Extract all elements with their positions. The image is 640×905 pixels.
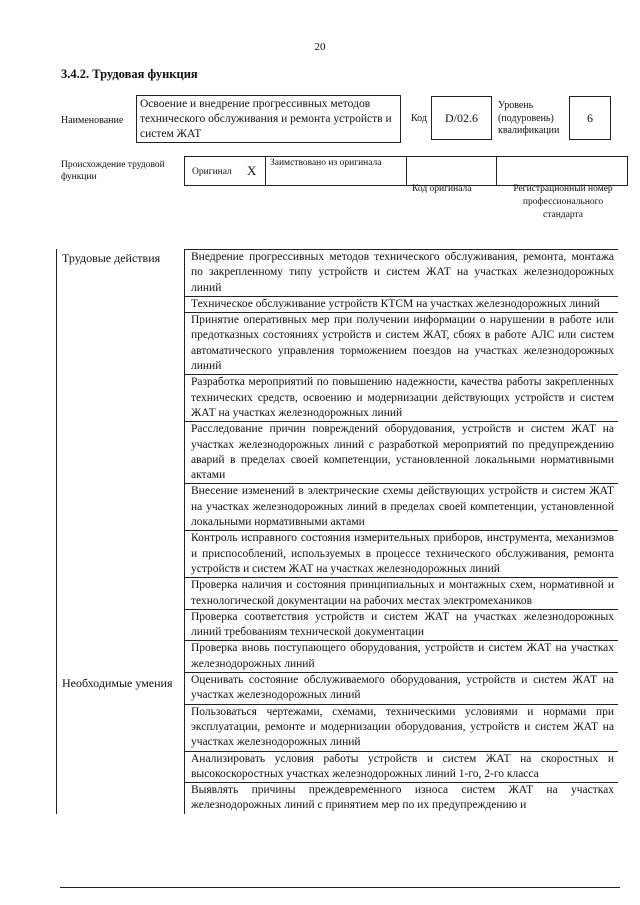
table-row: Принятие оперативных мер при получении информации о нарушении в работе или предотказных состояниях устройств и систем ЖАТ, сбоях в работе АЛС или систем автоматического управления торможением поездов на участках железнодорожных линий	[185, 313, 618, 375]
table-row: Пользоваться чертежами, схемами, техническими условиями и нормами при эксплуатации, ремонте и модернизации оборудования, устройств и систем ЖАТ на участках железнодорожных линий	[185, 705, 618, 752]
level-label: Уровень (подуровень) квалификации	[498, 100, 560, 136]
table-row: Расследование причин повреждений оборудования, устройств и систем ЖАТ на участках железнодорожных линий с разработкой мероприятий по предупреждению аварий в пределах своей компетенции, установленной локальными нормативными актами	[185, 422, 618, 484]
table-row: Внесение изменений в электрические схемы действующих устройств и систем ЖАТ на участках железнодорожных линий в пределах своей компетенции, установленной локальными нормативными актами	[185, 484, 618, 531]
page-number: 20	[314, 41, 326, 53]
table-row: Техническое обслуживание устройств КТСМ на участках железнодорожных линий	[185, 297, 618, 313]
required-skills-group	[56, 673, 618, 814]
table-row: Внедрение прогрессивных методов технического обслуживания, ремонта, монтажа по закрепленному типу устройств и систем ЖАТ на участках железнодорожных линий	[185, 249, 618, 297]
section-title: 3.4.2. Трудовая функция	[61, 67, 198, 81]
function-code-box: D/02.6	[431, 96, 492, 140]
original-code-caption: Код оригинала	[412, 184, 472, 194]
bottom-rule	[60, 887, 620, 888]
function-table	[56, 249, 618, 814]
table-row: Анализировать условия работы устройств и систем ЖАТ на скоростных и высокоскоростных участках железнодорожных линий 1-го, 2-го класса	[185, 752, 618, 784]
registration-number-caption: Регистрационный номер профессионального стандарта	[513, 184, 613, 220]
table-row: Разработка мероприятий по повышению надежности, качества работы закрепленных технических средств, освоению и модернизации действующих устройств и систем ЖАТ на участках железнодорожных линий	[185, 375, 618, 422]
group-label: Трудовые действия	[56, 249, 184, 673]
code-label: Код	[411, 113, 427, 124]
borrowed-label: Заимствовано из оригинала	[270, 158, 382, 168]
table-row: Оценивать состояние обслуживаемого оборудования, устройств и систем ЖАТ на участках железнодорожных линий	[185, 673, 618, 705]
table-row: Выявлять причины преждевременного износа систем ЖАТ на участках железнодорожных линий с принятием мер по их предупреждению и	[191, 784, 614, 812]
table-row: Проверка вновь поступающего оборудования, устройств и систем ЖАТ на участках железнодорожных линий	[185, 641, 618, 673]
table-row: Проверка соответствия устройств и систем ЖАТ на участках железнодорожных линий требованиям технической документации	[185, 610, 618, 642]
original-label: Оригинал	[192, 167, 232, 177]
table-row: Проверка наличия и состояния принципиальных и монтажных схем, нормативной и технологической документации на рабочих местах электромехаников	[185, 578, 618, 610]
level-box: 6	[569, 96, 611, 140]
table-row: Контроль исправного состояния измерительных приборов, инструмента, механизмов и приспособлений, используемых в процессе технического обслуживания, ремонта устройств и систем ЖАТ на участках железнодорожных линий	[185, 531, 618, 578]
function-name-box: Освоение и внедрение прогрессивных методов технического обслуживания и ремонта устройств и систем ЖАТ	[136, 95, 401, 143]
original-mark: X	[247, 163, 257, 178]
origin-label: Происхождение трудовой функции	[61, 160, 165, 182]
name-label: Наименование	[61, 115, 124, 126]
group-label: Необходимые умения	[56, 673, 184, 814]
labor-actions-group	[56, 249, 618, 673]
